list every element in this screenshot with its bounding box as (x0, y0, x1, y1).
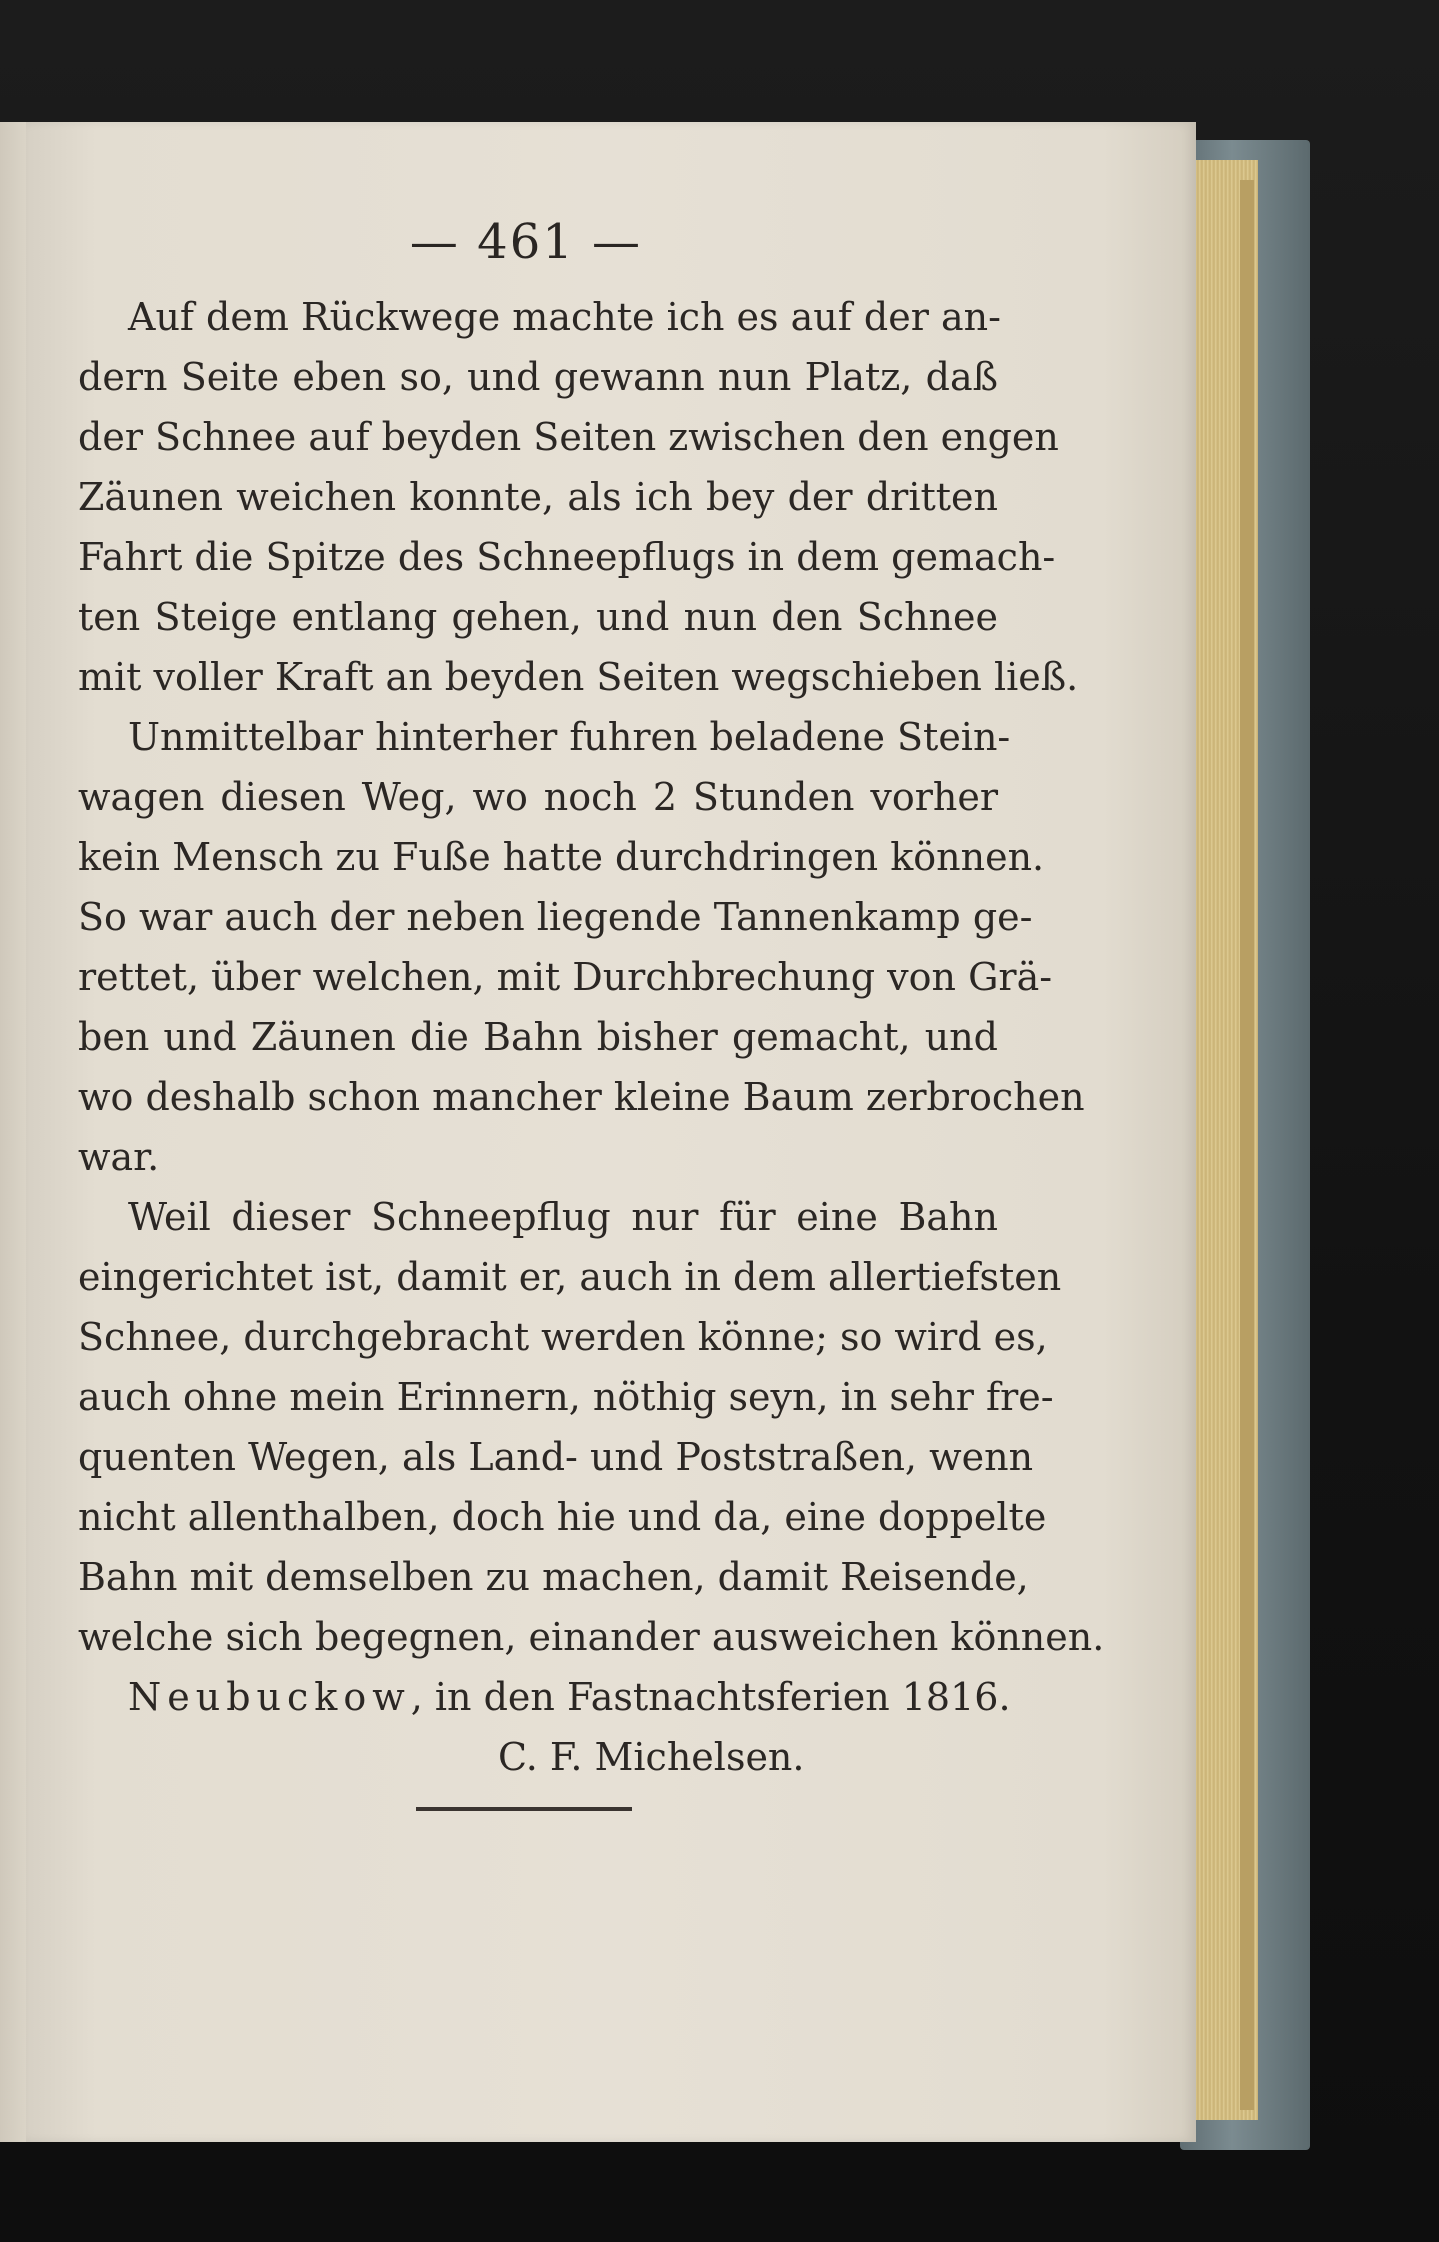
text-line: So war auch der neben liegende Tannenkamp ge- (78, 895, 1033, 939)
text-line: rettet, über welchen, mit Durchbrechung von Grä- (78, 955, 1053, 999)
text-line: Zäunen weichen konnte, als ich bey der dritten (78, 475, 998, 519)
text-line: Auf dem Rückwege machte ich es auf der an- (128, 295, 1001, 339)
text-line: welche sich begegnen, einander ausweichen können. (78, 1615, 1105, 1659)
book-page (26, 122, 1196, 2142)
text-line: dern Seite eben so, und gewann nun Platz, daß (78, 355, 998, 399)
text-line: wagen diesen Weg, wo noch 2 Stunden vorher (78, 775, 998, 819)
text-line: nicht allenthalben, doch hie und da, eine doppelte (78, 1495, 1047, 1539)
text-line: Schnee, durchgebracht werden könne; so wird es, (78, 1315, 1048, 1359)
text-line: auch ohne mein Erinnern, nöthig seyn, in sehr fre- (78, 1375, 1054, 1419)
place-name: Neubuckow (128, 1675, 411, 1719)
text-line: war. (78, 1135, 160, 1179)
text-line: wo deshalb schon mancher kleine Baum zerbrochen (78, 1075, 1085, 1119)
date-text: , in den Fastnachtsferien 1816. (410, 1675, 1011, 1719)
text-line: Bahn mit demselben zu machen, damit Reisende, (78, 1555, 1029, 1599)
page-text (78, 287, 1105, 1787)
closing-rule (416, 1807, 632, 1811)
page-edges-shadow (1240, 180, 1254, 2110)
text-line: mit voller Kraft an beyden Seiten wegschieben ließ. (78, 655, 1079, 699)
author-signature: C. F. Michelsen. (498, 1735, 805, 1779)
text-line: der Schnee auf beyden Seiten zwischen den engen (78, 415, 1059, 459)
text-line: kein Mensch zu Fuße hatte durchdringen können. (78, 835, 1045, 879)
text-line: Weil dieser Schneepflug nur für eine Bahn (128, 1195, 998, 1239)
text-line: Unmittelbar hinterher fuhren beladene Stein- (128, 715, 1011, 759)
place-date (78, 1667, 1011, 1727)
text-line: ben und Zäunen die Bahn bisher gemacht, und (78, 1015, 998, 1059)
text-line: eingerichtet ist, damit er, auch in dem allertiefsten (78, 1255, 1062, 1299)
text-line: ten Steige entlang gehen, und nun den Schnee (78, 595, 998, 639)
text-line: quenten Wegen, als Land- und Poststraßen, wenn (78, 1435, 1034, 1479)
text-line: Fahrt die Spitze des Schneepflugs in dem gemach- (78, 535, 1056, 579)
page-number: — 461 — (409, 214, 643, 270)
